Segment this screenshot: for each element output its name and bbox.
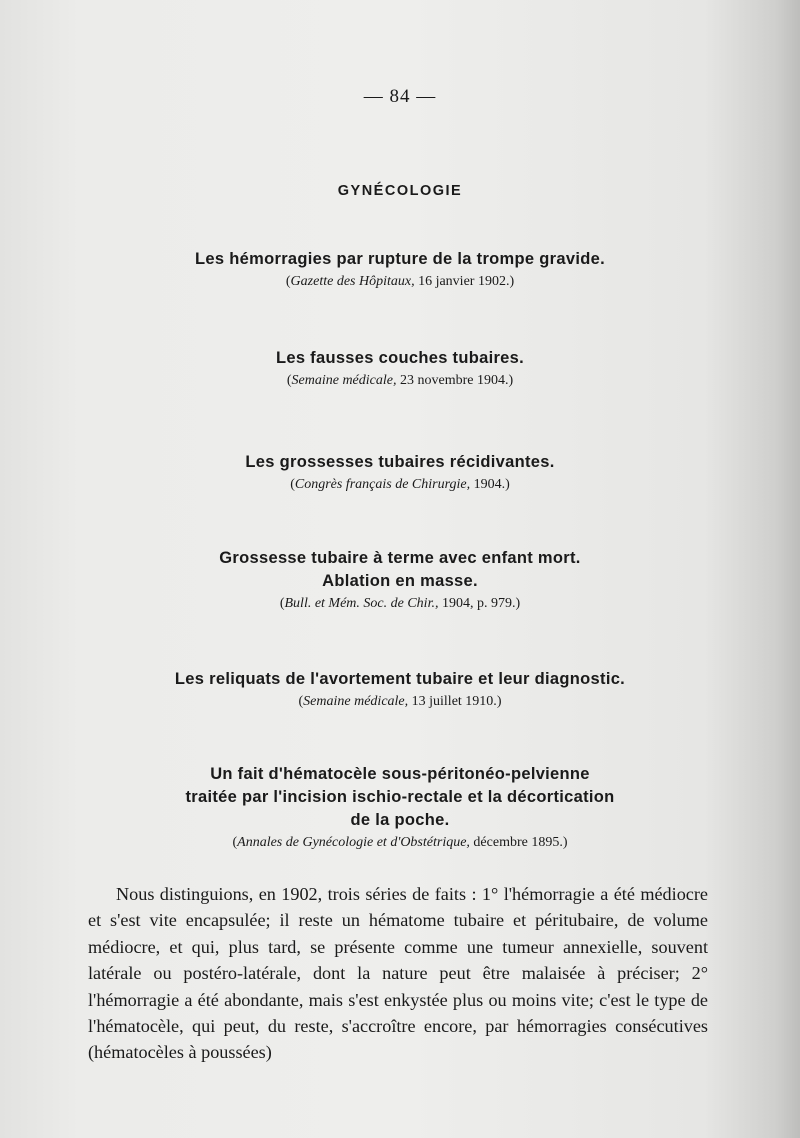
entry-4: [100, 547, 700, 612]
source-date: 1904, p. 979.: [441, 596, 516, 611]
entry-title: Les grossesses tubaires récidivantes.: [245, 453, 555, 471]
page-number: — 84 —: [363, 86, 437, 107]
entry-2: [100, 347, 700, 389]
entry-source: (Semaine médicale, 23 novembre 1904.): [286, 373, 514, 388]
entry-title-line-2: traitée par l'incision ischio-rectale et la décortication: [185, 788, 615, 806]
entry-source: (Gazette des Hôpitaux, 16 janvier 1902.): [285, 274, 515, 289]
source-date: 16 janvier 1902.: [418, 274, 510, 289]
entry-3: [100, 451, 700, 493]
source-date: 13 juillet 1910.: [411, 694, 497, 709]
entry-1: [100, 248, 700, 290]
source-journal: Congrès français de Chirurgie,: [294, 477, 471, 492]
entry-title-line-1: Grossesse tubaire à terme avec enfant mort.: [219, 549, 581, 567]
entry-title-line-2: Ablation en masse.: [322, 572, 478, 590]
entry-source: (Annales de Gynécologie et d'Obstétrique, décembre 1895.): [232, 835, 568, 850]
entry-source: (Congrès français de Chirurgie, 1904.): [290, 477, 510, 492]
entry-title: Les reliquats de l'avortement tubaire et leur diagnostic.: [174, 670, 626, 688]
source-journal: Annales de Gynécologie et d'Obstétrique,: [237, 835, 470, 850]
entry-title: Les fausses couches tubaires.: [275, 349, 525, 367]
entry-title-line-3: de la poche.: [350, 811, 450, 829]
body-paragraph: Nous distinguions, en 1902, trois séries de faits : 1° l'hémorragie a été médiocre et s'est vite encapsulée; il reste un hématome tubaire et péritubaire, de volume médiocre, et qui, plus tard, se présente comme une tumeur annexielle, souvent latérale ou postéro-latérale, dont la nature peut être malaisée à préciser; 2° l'hémorragie a été abondante, mais s'est enkystée plus ou moins vite; c'est le type de l'hématocèle, qui peut, du reste, s'accroître encore, par hémorragies consécutives (hématocèles à poussées): [88, 884, 708, 1063]
source-date: 1904.: [473, 477, 506, 492]
source-journal: Gazette des Hôpitaux,: [290, 274, 415, 289]
entry-5: [100, 668, 700, 710]
entry-source: (Bull. et Mém. Soc. de Chir., 1904, p. 979.): [279, 596, 521, 611]
source-date: 23 novembre 1904.: [399, 373, 509, 388]
source-journal: Semaine médicale,: [303, 694, 409, 709]
source-journal: Bull. et Mém. Soc. de Chir.,: [284, 596, 439, 611]
entry-title-line-1: Un fait d'hématocèle sous-péritonéo-pelvienne: [210, 765, 590, 783]
entry-source: (Semaine médicale, 13 juillet 1910.): [298, 694, 502, 709]
source-date: décembre 1895.: [473, 835, 563, 850]
source-journal: Semaine médicale,: [291, 373, 397, 388]
entry-6: [100, 763, 700, 851]
section-title: GYNÉCOLOGIE: [337, 183, 463, 199]
entry-title: Les hémorragies par rupture de la trompe gravide.: [195, 250, 605, 268]
